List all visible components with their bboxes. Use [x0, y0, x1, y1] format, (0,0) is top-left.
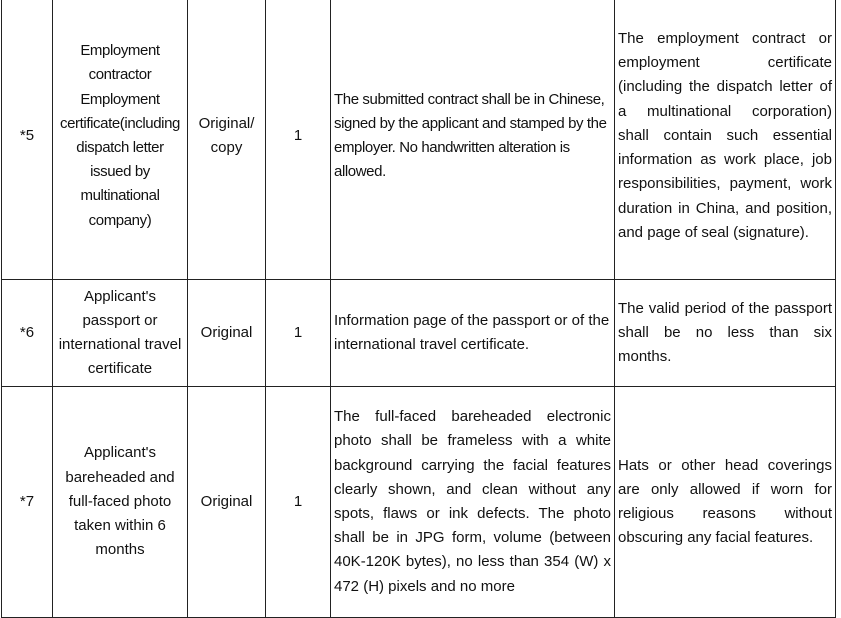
row-number: *6 [2, 280, 53, 387]
table-row [2, 387, 836, 618]
material-name: Applicant's bareheaded and full-faced photo taken within 6 months [53, 387, 188, 618]
material-name: Employment contractor Employment certificate(including dispatch letter issued by multinational company) [53, 0, 188, 280]
requirement-text: The full-faced bareheaded electronic photo shall be frameless with a white background carrying the facial features clearly shown, and clean without any spots, flaws or ink defects. The photo shall be in JPG form, volume (between 40K-120K bytes), no less than 354 (W) x 472 (H) pixels and no more [331, 387, 615, 618]
table-row [2, 280, 836, 387]
requirement-text: Information page of the passport or of the international travel certificate. [331, 280, 615, 387]
copies-count: 1 [266, 280, 331, 387]
requirement-text: The submitted contract shall be in Chinese, signed by the applicant and stamped by the employer. No handwritten alteration is allowed. [331, 0, 615, 280]
document-form: Original/ copy [188, 0, 266, 280]
copies-count: 1 [266, 387, 331, 618]
document-form: Original [188, 387, 266, 618]
notes-text: Hats or other head coverings are only allowed if worn for religious reasons without obscuring any facial features. [615, 387, 836, 618]
copies-count: 1 [266, 0, 331, 280]
requirements-table [1, 0, 836, 618]
table-row [2, 0, 836, 280]
document-form: Original [188, 280, 266, 387]
row-number: *5 [2, 0, 53, 280]
notes-text: The valid period of the passport shall be no less than six months. [615, 280, 836, 387]
notes-text: The employment contract or employment certificate (including the dispatch letter of a multinational corporation) shall contain such essential information as work place, job responsibilities, payment, work duration in China, and position, and page of seal (signature). [615, 0, 836, 280]
material-name: Applicant's passport or international travel certificate [53, 280, 188, 387]
row-number: *7 [2, 387, 53, 618]
